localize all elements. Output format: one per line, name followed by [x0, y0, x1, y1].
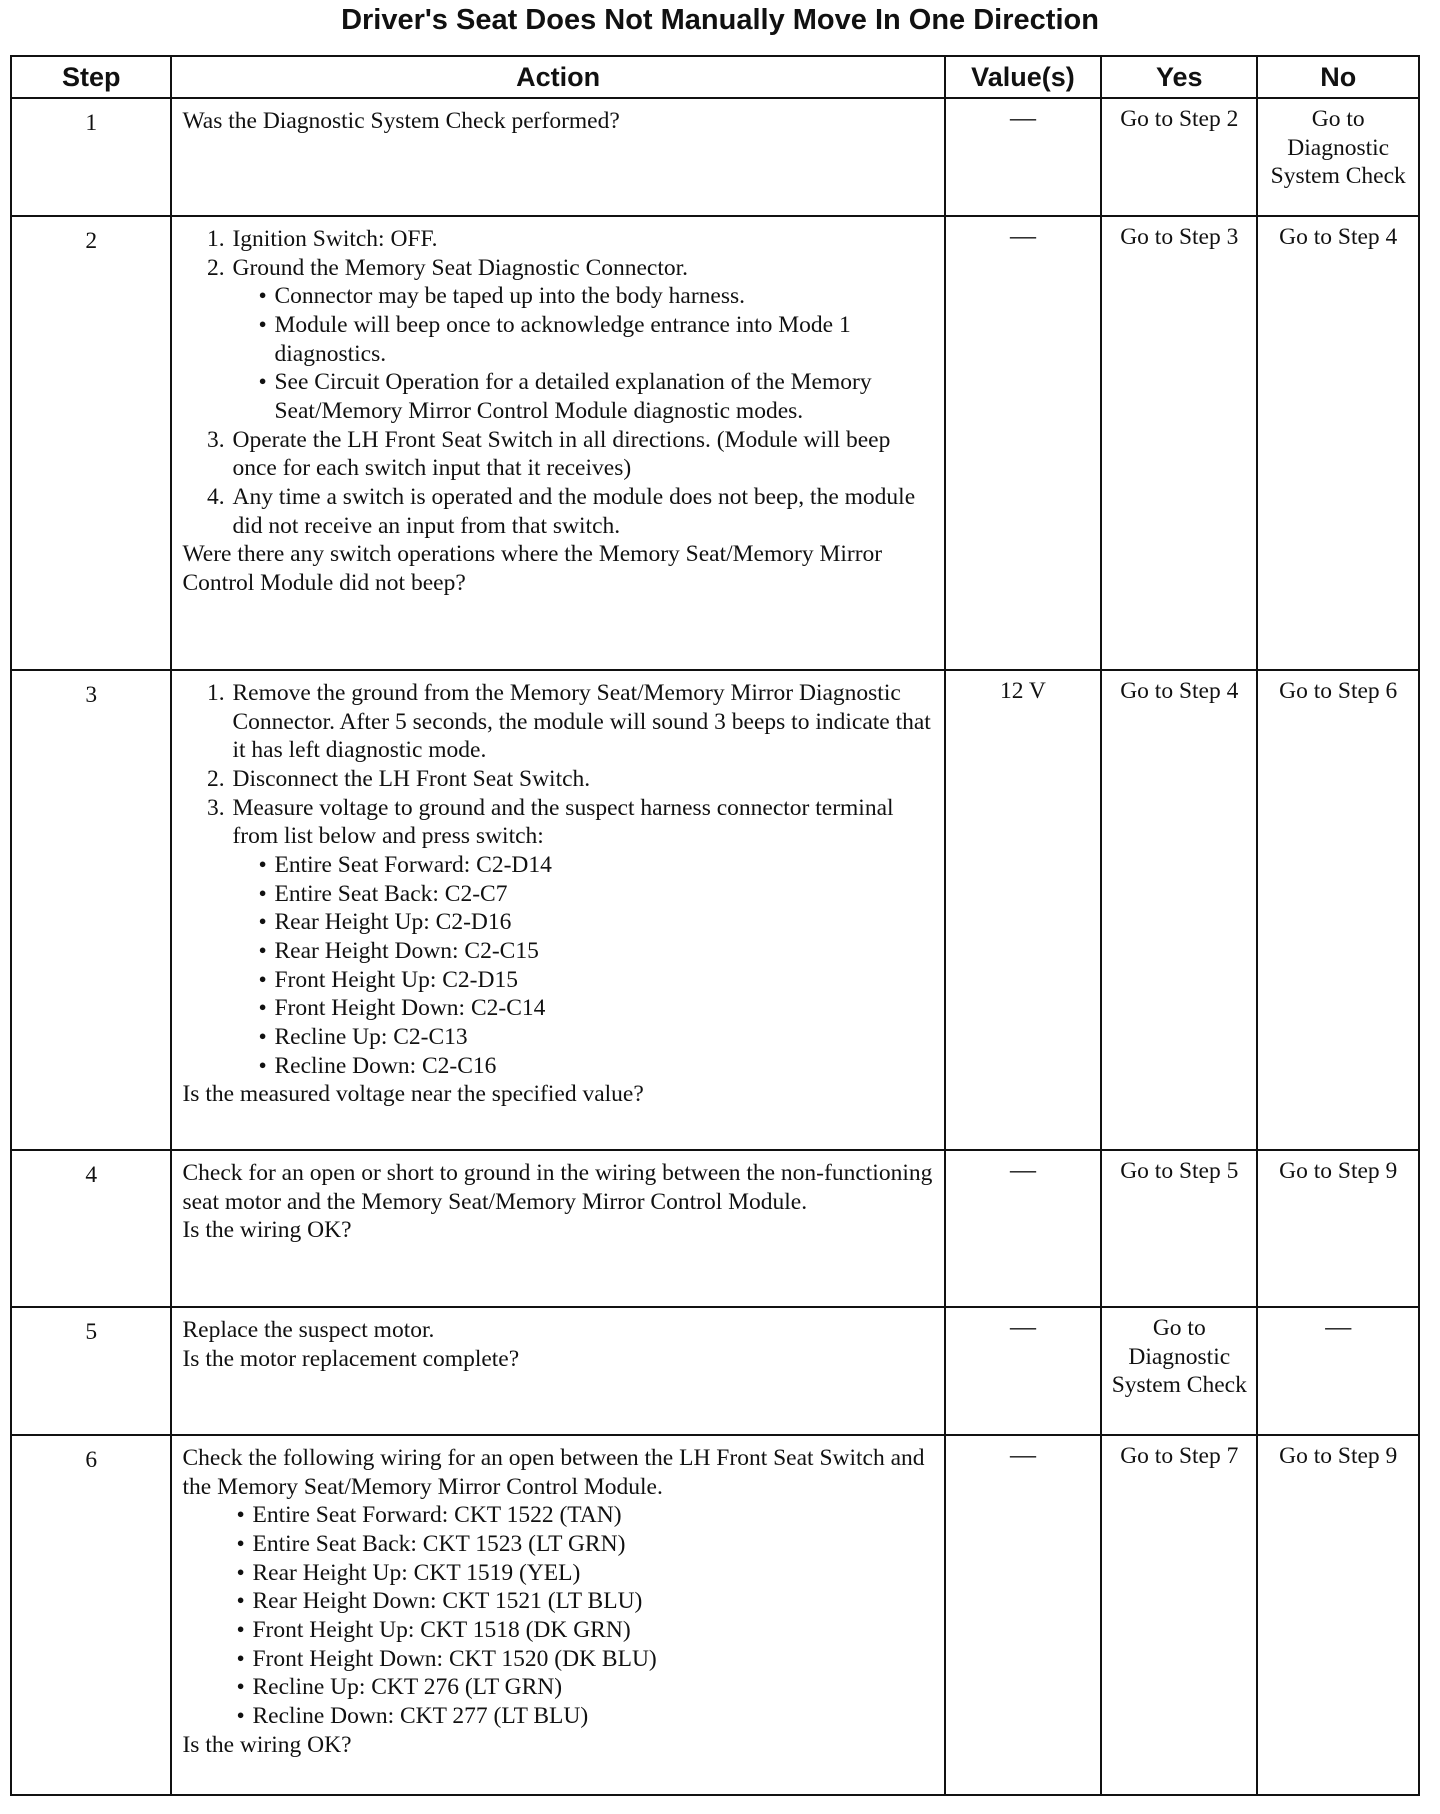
wiring-item: • Front Height Down: CKT 1520 (DK BLU): [236, 1645, 933, 1674]
yes-cell: Go to Step 7: [1101, 1435, 1257, 1795]
no-cell: Go to Step 6: [1257, 670, 1419, 1150]
step-number: 4: [11, 1150, 171, 1307]
wiring-item: • Entire Seat Forward: CKT 1522 (TAN): [236, 1501, 933, 1530]
terminal-item: • Recline Up: C2-C13: [258, 1023, 933, 1052]
action-question: Is the wiring OK?: [182, 1217, 352, 1244]
header-yes: Yes: [1101, 56, 1257, 98]
value-cell: [945, 1307, 1101, 1435]
no-text: —: [1325, 1312, 1352, 1341]
wiring-item: • Recline Down: CKT 277 (LT BLU): [236, 1702, 933, 1731]
action-step: 2. Disconnect the LH Front Seat Switch.: [230, 765, 933, 794]
table-row: [11, 1307, 1419, 1435]
value-text: —: [1009, 221, 1036, 250]
value-text: —: [1009, 1155, 1036, 1184]
terminal-item: • Entire Seat Forward: C2-D14: [258, 851, 933, 880]
yes-cell: Go to Diagnostic System Check: [1101, 1307, 1257, 1435]
no-cell: Go to Step 4: [1257, 216, 1419, 670]
header-step: Step: [11, 56, 171, 98]
step-number: 3: [11, 670, 171, 1150]
yes-cell: Go to Step 2: [1101, 98, 1257, 216]
table-row: [11, 216, 1419, 670]
action-cell: [171, 1307, 944, 1435]
table-row: [11, 1435, 1419, 1795]
yes-cell: Go to Step 3: [1101, 216, 1257, 670]
action-step: [230, 794, 933, 1081]
action-steps: [182, 679, 933, 1080]
action-cell: [171, 1150, 944, 1307]
page-title: Driver's Seat Does Not Manually Move In One Direction: [341, 4, 1099, 36]
value-cell: [945, 98, 1101, 216]
wiring-item: • Rear Height Up: CKT 1519 (YEL): [236, 1559, 933, 1588]
value-text: —: [1009, 1312, 1036, 1341]
action-step: 1. Remove the ground from the Memory Seat/Memory Mirror Diagnostic Connector. After 5 seconds, the module will sound 3 beeps to indicate that it has left diagnostic mode.: [230, 679, 933, 765]
value-text: —: [1009, 1440, 1036, 1469]
table-header-row: [11, 56, 1419, 98]
action-cell: [171, 1435, 944, 1795]
step-number: 6: [11, 1435, 171, 1795]
value-cell: [945, 670, 1101, 1150]
terminal-list: [232, 851, 933, 1080]
action-question: Was the Diagnostic System Check performed?: [182, 108, 620, 134]
action-text: Check for an open or short to ground in the wiring between the non-functioning seat motor and the Memory Seat/Memory Mirror Control Module.: [182, 1160, 933, 1215]
value-cell: [945, 1150, 1101, 1307]
action-step: 3. Operate the LH Front Seat Switch in all directions. (Module will beep once for each switch input that it receives): [230, 426, 933, 483]
value-cell: [945, 216, 1101, 670]
terminal-item: • Rear Height Up: C2-D16: [258, 908, 933, 937]
header-action: Action: [171, 56, 944, 98]
diagnostic-table: [10, 55, 1420, 1796]
no-cell: Go to Step 9: [1257, 1150, 1419, 1307]
step-number: 1: [11, 98, 171, 216]
value-text: —: [1009, 103, 1036, 132]
terminal-item: • Front Height Up: C2-D15: [258, 966, 933, 995]
action-step-text: Measure voltage to ground and the suspect harness connector terminal from list below and press switch:: [232, 794, 894, 850]
action-question: Is the wiring OK?: [182, 1731, 352, 1758]
no-cell: [1257, 1307, 1419, 1435]
value-text: 12 V: [999, 678, 1046, 704]
terminal-item: • Rear Height Down: C2-C15: [258, 937, 933, 966]
action-cell: [171, 98, 944, 216]
action-substep: • Connector may be taped up into the body harness.: [258, 282, 933, 311]
action-text: Replace the suspect motor.: [182, 1317, 435, 1343]
action-substep: • Module will beep once to acknowledge entrance into Mode 1 diagnostics.: [258, 311, 933, 368]
step-number: 2: [11, 216, 171, 670]
wiring-list: [182, 1501, 933, 1730]
yes-cell: Go to Step 4: [1101, 670, 1257, 1150]
action-text: Check the following wiring for an open between the LH Front Seat Switch and the Memory Seat/Memory Mirror Control Module.: [182, 1445, 925, 1500]
no-cell: Go to Diagnostic System Check: [1257, 98, 1419, 216]
wiring-item: • Front Height Up: CKT 1518 (DK GRN): [236, 1616, 933, 1645]
no-cell: Go to Step 9: [1257, 1435, 1419, 1795]
value-cell: [945, 1435, 1101, 1795]
action-question: Is the motor replacement complete?: [182, 1345, 520, 1372]
action-step: 1. Ignition Switch: OFF.: [230, 225, 933, 254]
action-substeps: [232, 282, 933, 425]
terminal-item: • Recline Down: C2-C16: [258, 1052, 933, 1081]
action-substep: • See Circuit Operation for a detailed explanation of the Memory Seat/Memory Mirror Control Module diagnostic modes.: [258, 368, 933, 425]
action-step-text: Ground the Memory Seat Diagnostic Connector.: [232, 254, 689, 281]
table-row: [11, 1150, 1419, 1307]
table-row: [11, 670, 1419, 1150]
header-no: No: [1257, 56, 1419, 98]
table-row: [11, 98, 1419, 216]
wiring-item: • Recline Up: CKT 276 (LT GRN): [236, 1673, 933, 1702]
terminal-item: • Entire Seat Back: C2-C7: [258, 880, 933, 909]
action-cell: [171, 216, 944, 670]
action-steps: [182, 225, 933, 540]
terminal-item: • Front Height Down: C2-C14: [258, 994, 933, 1023]
header-values: Value(s): [945, 56, 1101, 98]
step-number: 5: [11, 1307, 171, 1435]
action-question: Is the measured voltage near the specified value?: [182, 1081, 644, 1108]
action-question: Were there any switch operations where the Memory Seat/Memory Mirror Control Module did not beep?: [182, 541, 883, 596]
action-step: 4. Any time a switch is operated and the module does not beep, the module did not receive an input from that switch.: [230, 483, 933, 540]
yes-cell: Go to Step 5: [1101, 1150, 1257, 1307]
action-cell: [171, 670, 944, 1150]
wiring-item: • Entire Seat Back: CKT 1523 (LT GRN): [236, 1530, 933, 1559]
action-step: [230, 254, 933, 426]
wiring-item: • Rear Height Down: CKT 1521 (LT BLU): [236, 1587, 933, 1616]
